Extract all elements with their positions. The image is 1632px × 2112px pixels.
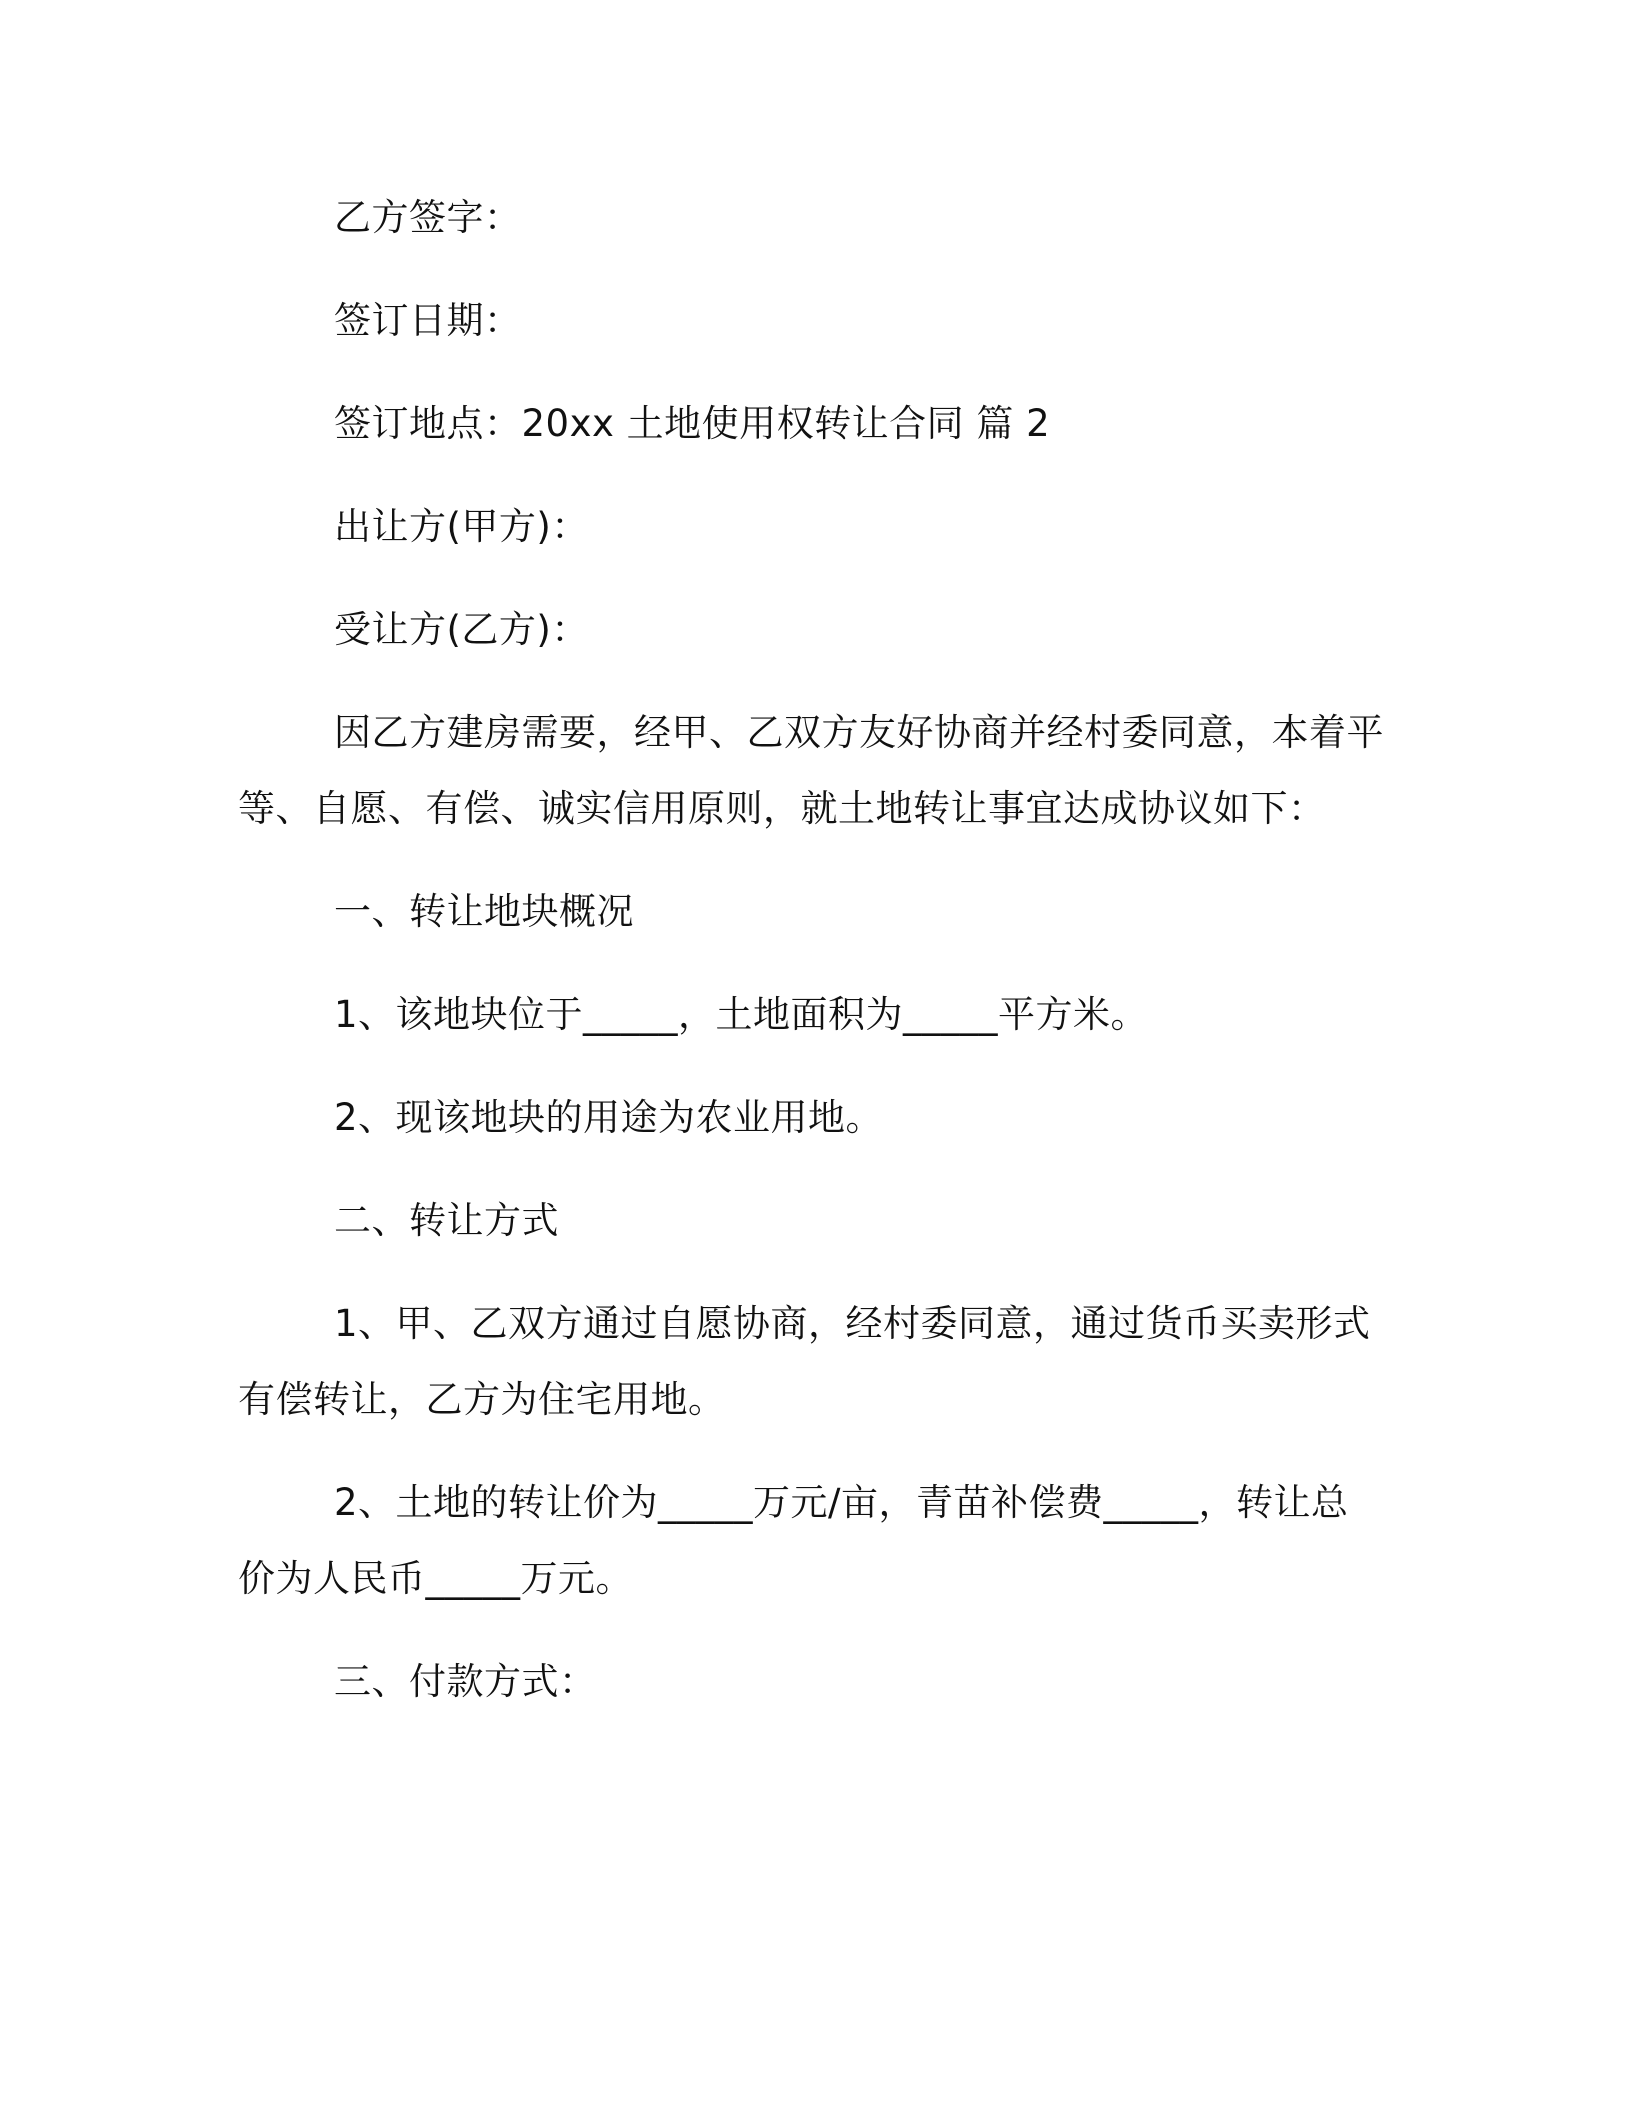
clause-2-1-line-1: 1、甲、乙双方通过自愿协商，经村委同意，通过货币买卖形式 xyxy=(334,1302,1371,1345)
section-heading-3: 三、付款方式： xyxy=(334,1660,597,1703)
section-heading-1: 一、转让地块概况 xyxy=(334,890,634,933)
clause-1-1: 1、该地块位于_____，土地面积为_____平方米。 xyxy=(334,993,1149,1036)
party-b-signature-line: 乙方签字： xyxy=(334,196,522,239)
clause-2-1-line-2: 有偿转让，乙方为住宅用地。 xyxy=(238,1378,726,1421)
section-heading-2: 二、转让方式 xyxy=(334,1199,559,1242)
signing-date-line: 签订日期： xyxy=(334,299,522,342)
transferee-party-b-line: 受让方(乙方)： xyxy=(334,608,589,651)
clause-1-2: 2、现该地块的用途为农业用地。 xyxy=(334,1096,884,1139)
clause-2-2-line-2: 价为人民币_____万元。 xyxy=(238,1557,633,1600)
signing-place-line: 签订地点：20xx 土地使用权转让合同 篇 2 xyxy=(334,402,1051,445)
transferor-party-a-line: 出让方(甲方)： xyxy=(334,505,589,548)
preamble-paragraph-line-2: 等、自愿、有偿、诚实信用原则，就土地转让事宜达成协议如下： xyxy=(238,787,1326,830)
clause-2-2-line-1: 2、土地的转让价为_____万元/亩，青苗补偿费_____，转让总 xyxy=(334,1481,1349,1524)
preamble-paragraph-line-1: 因乙方建房需要，经甲、乙双方友好协商并经村委同意，本着平 xyxy=(334,711,1384,754)
